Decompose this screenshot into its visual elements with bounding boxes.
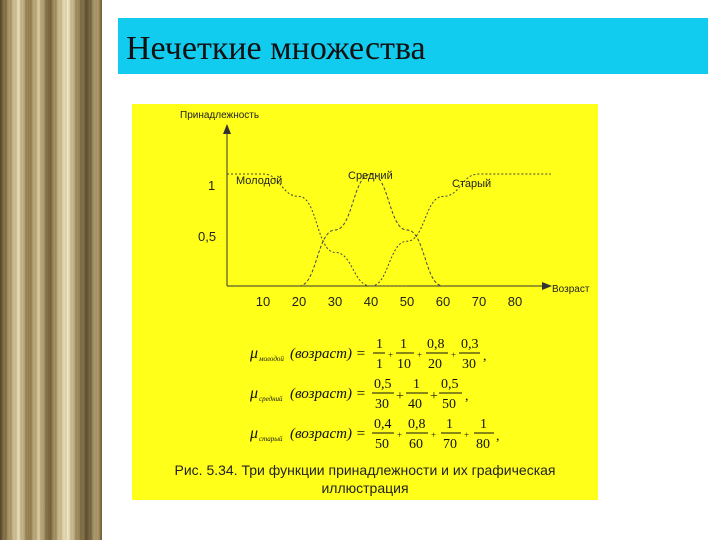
denominator: 10 — [397, 357, 411, 372]
denominator: 1 — [376, 357, 383, 372]
x-axis-label: Возраст — [552, 284, 590, 295]
denominator: 60 — [409, 437, 423, 452]
plus-sign: + — [396, 389, 404, 404]
numerator: 1 — [400, 337, 407, 352]
plus-sign: + — [431, 430, 437, 440]
y-axis-label: Принадлежность — [180, 110, 260, 121]
plus-sign: + — [388, 350, 394, 360]
caption-line-2: иллюстрация — [321, 480, 409, 496]
denominator: 50 — [375, 437, 389, 452]
curve-middle — [299, 174, 443, 286]
trailing-comma: , — [465, 389, 469, 404]
mu-symbol: μ — [250, 425, 259, 442]
denominator: 30 — [462, 357, 476, 372]
denominator: 30 — [375, 397, 389, 412]
x-tick-label: 70 — [471, 294, 487, 309]
mu-symbol: μ — [250, 385, 259, 402]
denominator: 80 — [476, 437, 490, 452]
series-label-young: Молодой — [236, 175, 283, 187]
y-tick-0-5: 0,5 — [198, 229, 217, 244]
formula-old — [249, 417, 500, 452]
plus-sign: + — [430, 389, 438, 404]
title-bar — [118, 18, 708, 74]
series-label-middle: Средний — [348, 170, 393, 182]
trailing-comma: , — [483, 349, 487, 364]
numerator: 0,5 — [374, 377, 392, 392]
formula-argument: (возраст) = — [290, 386, 366, 402]
membership-chart — [132, 104, 598, 500]
mu-symbol: μ — [250, 345, 259, 362]
formula-middle — [249, 377, 469, 412]
decorative-sidebar — [0, 0, 102, 540]
mu-subscript: старый — [259, 435, 283, 443]
denominator: 40 — [408, 397, 422, 412]
numerator: 1 — [480, 417, 487, 432]
x-tick-label: 50 — [399, 294, 415, 309]
x-tick-label: 80 — [507, 294, 523, 309]
numerator: 0,8 — [408, 417, 426, 432]
denominator: 50 — [442, 397, 456, 412]
formula-argument: (возраст) = — [290, 346, 366, 362]
x-tick-label: 30 — [327, 294, 343, 309]
mu-subscript: средний — [259, 395, 283, 403]
numerator: 0,5 — [441, 377, 459, 392]
denominator: 20 — [428, 357, 442, 372]
trailing-comma: , — [496, 429, 500, 444]
curve-young — [227, 174, 407, 286]
numerator: 1 — [376, 337, 383, 352]
slide-title: Нечеткие множества — [126, 30, 426, 67]
formula-young — [249, 337, 487, 372]
numerator: 1 — [413, 377, 420, 392]
denominator: 70 — [443, 437, 457, 452]
numerator: 0,3 — [461, 337, 479, 352]
series-label-old: Старый — [452, 178, 492, 190]
numerator: 1 — [446, 417, 453, 432]
x-tick-label: 10 — [255, 294, 271, 309]
plus-sign: + — [464, 430, 470, 440]
plus-sign: + — [397, 430, 403, 440]
figure-panel — [132, 104, 598, 500]
x-tick-label: 20 — [291, 294, 307, 309]
numerator: 0,8 — [427, 337, 445, 352]
y-tick-1: 1 — [208, 178, 216, 193]
caption-line-1: Рис. 5.34. Три функции принадлежности и их графическая — [174, 462, 556, 478]
formula-argument: (возраст) = — [290, 426, 366, 442]
plus-sign: + — [417, 350, 423, 360]
mu-subscript: молодой — [259, 355, 284, 363]
curve-old — [371, 174, 551, 286]
x-axis-arrow — [542, 282, 552, 290]
x-tick-label: 60 — [435, 294, 451, 309]
numerator: 0,4 — [374, 417, 392, 432]
plus-sign: + — [451, 350, 457, 360]
x-tick-label: 40 — [363, 294, 379, 309]
y-axis-arrow — [223, 124, 231, 134]
